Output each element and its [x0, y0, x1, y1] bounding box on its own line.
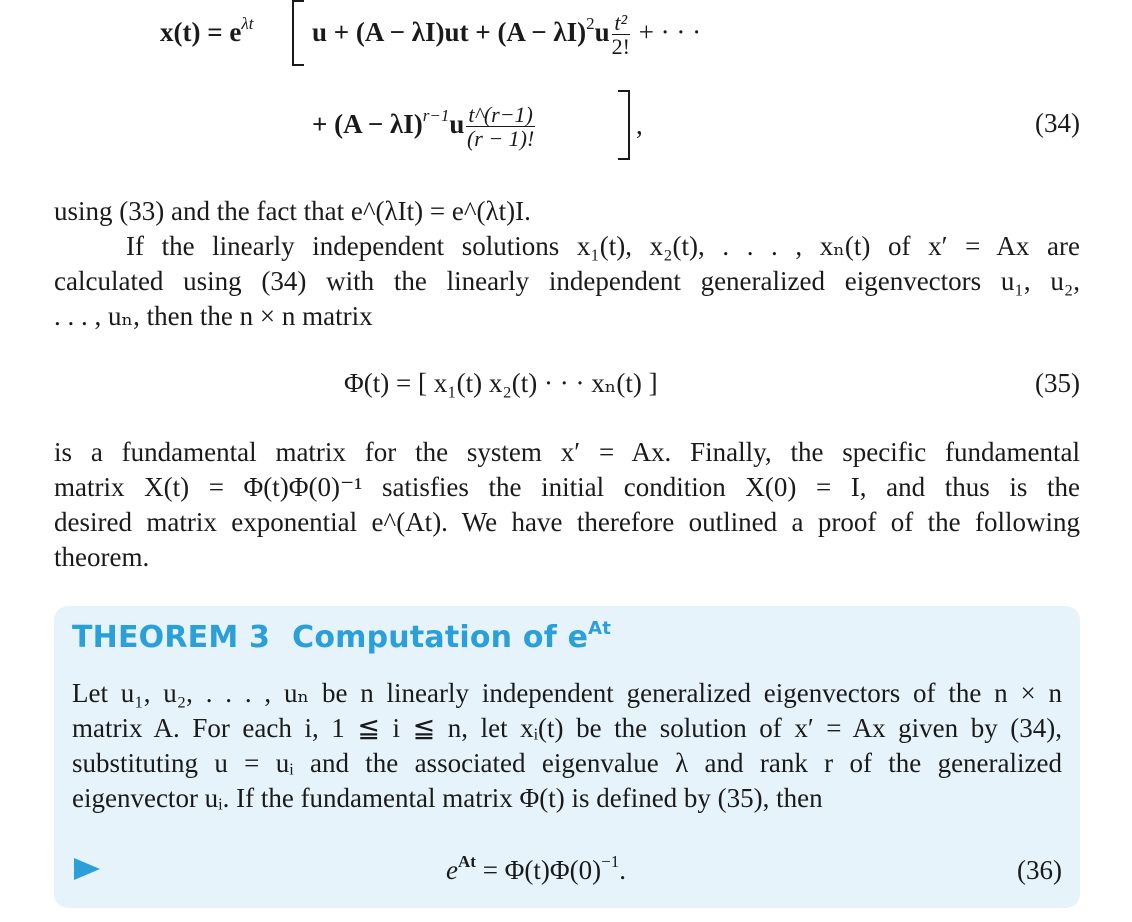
- paragraph-3: [54, 435, 1080, 575]
- eq34-square: 2: [586, 14, 595, 33]
- arrow-icon: [74, 858, 100, 880]
- eq34-line2-lead: + (A − λI): [312, 109, 423, 139]
- equation-34-line-1-terms: [312, 2, 701, 62]
- eq34-u: u: [594, 17, 610, 47]
- fraction-1-denominator: 2!: [611, 34, 630, 60]
- paragraph-3-line-1: is a fundamental matrix for the system x′ = Ax. Finally, the specific fundamental: [54, 437, 1080, 467]
- theorem-statement: [72, 676, 1062, 816]
- eq34-line2-exponent: r−1: [422, 106, 450, 125]
- paragraph-3-line-4: theorem.: [54, 542, 150, 572]
- equation-36: [446, 852, 626, 886]
- theorem-line-4: eigenvector uᵢ. If the fundamental matrix Φ(t) is defined by (35), then: [72, 783, 823, 813]
- equation-35: Φ(t) = [ x₁(t) x₂(t) · · · xₙ(t) ]: [344, 368, 658, 398]
- eq34-terms: u + (A − λI)ut + (A − λI): [312, 17, 587, 47]
- right-bracket: [618, 90, 630, 160]
- theorem-title-exponent: At: [588, 618, 612, 639]
- eq34-lhs: x(t) = e: [160, 17, 242, 47]
- eq34-fraction-1: [612, 11, 630, 58]
- paragraph-1: using (33) and the fact that e^(λIt) = e^(λt)I.: [54, 196, 531, 226]
- paragraph-2-line-3: . . . , uₙ, then the n × n matrix: [54, 301, 373, 331]
- theorem-heading: [72, 620, 611, 655]
- paragraph-2-line-1: If the linearly independent solutions x₁(t), x₂(t), . . . , xₙ(t) of x′ = Ax are: [126, 231, 1080, 261]
- theorem-title: Computation of e: [292, 620, 589, 655]
- eq34-line2-u: u: [449, 109, 465, 139]
- paragraph-3-line-3: desired matrix exponential e^(At). We have therefore outlined a proof of the following: [54, 507, 1080, 537]
- theorem-line-3: substituting u = uᵢ and the associated eigenvalue λ and rank r of the generalized: [72, 748, 1062, 778]
- eq34-lhs-exponent: λt: [241, 14, 254, 33]
- eq36-lhs: e: [446, 855, 458, 885]
- theorem-line-2: matrix A. For each i, 1 ≦ i ≦ n, let xᵢ(t) be the solution of x′ = Ax given by (34),: [72, 713, 1062, 743]
- eq36-period: .: [619, 855, 626, 885]
- equation-34-line-2: [312, 92, 537, 156]
- fraction-2-denominator: (r − 1)!: [466, 126, 535, 152]
- equation-34-line-1: [160, 2, 253, 62]
- equation-number-36: (36): [1017, 855, 1062, 885]
- eq36-rhs: = Φ(t)Φ(0): [482, 855, 602, 885]
- left-bracket: [292, 0, 304, 66]
- theorem-label: THEOREM 3: [72, 620, 271, 655]
- equation-number-34: (34): [1035, 108, 1080, 138]
- paragraph-3-line-2: matrix X(t) = Φ(t)Φ(0)⁻¹ satisfies the initial condition X(0) = I, and thus is the: [54, 472, 1080, 502]
- eq36-lhs-exponent: At: [457, 852, 476, 871]
- paragraph-2: [54, 229, 1080, 334]
- paragraph-2-line-2: calculated using (34) with the linearly independent generalized eigenvectors u₁, u₂,: [54, 266, 1080, 296]
- eq34-comma: ,: [636, 110, 643, 140]
- fraction-1-numerator: t²: [612, 11, 630, 35]
- eq34-fraction-2: [466, 103, 534, 150]
- eq34-ellipsis: + · · ·: [638, 17, 702, 47]
- fraction-2-numerator: t^(r−1): [468, 102, 533, 128]
- eq36-rhs-exponent: −1: [601, 852, 620, 871]
- theorem-line-1: Let u₁, u₂, . . . , uₙ be n linearly independent generalized eigenvectors of the n × n: [72, 678, 1062, 708]
- equation-number-35: (35): [1035, 368, 1080, 398]
